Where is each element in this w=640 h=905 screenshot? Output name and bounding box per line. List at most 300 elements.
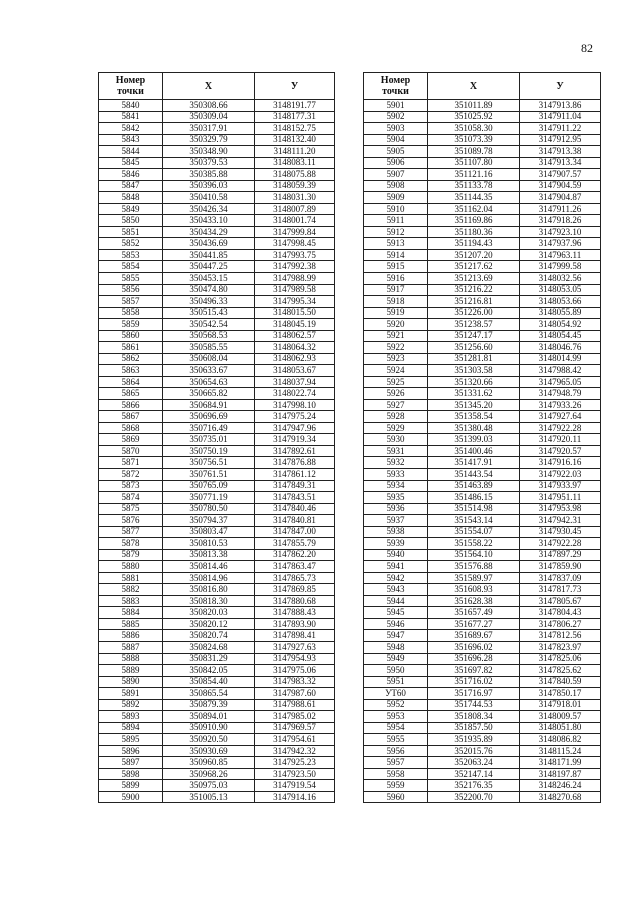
x-coordinate-cell: 351089.78 xyxy=(428,146,520,158)
point-number-cell: 5937 xyxy=(364,515,428,527)
point-number-cell: 5950 xyxy=(364,665,428,677)
y-coordinate-cell: 3147859.90 xyxy=(520,561,601,573)
point-number-cell: 5904 xyxy=(364,134,428,146)
y-coordinate-cell: 3147988.42 xyxy=(520,365,601,377)
x-coordinate-cell: 350447.25 xyxy=(163,261,255,273)
table-row xyxy=(99,734,335,746)
table-row xyxy=(364,330,601,342)
x-coordinate-cell: 351281.81 xyxy=(428,353,520,365)
point-number-cell: 5931 xyxy=(364,445,428,457)
y-coordinate-cell: 3148032.56 xyxy=(520,272,601,284)
x-coordinate-cell: 351380.48 xyxy=(428,422,520,434)
x-coordinate-cell: 350794.37 xyxy=(163,515,255,527)
x-coordinate-cell: 350854.40 xyxy=(163,676,255,688)
point-number-cell: 5902 xyxy=(364,111,428,123)
point-number-cell: 5896 xyxy=(99,745,163,757)
x-coordinate-cell: 350810.53 xyxy=(163,538,255,550)
point-number-cell: 5855 xyxy=(99,272,163,284)
y-coordinate-cell: 3148062.93 xyxy=(255,353,335,365)
y-coordinate-cell: 3148197.87 xyxy=(520,768,601,780)
point-number-cell: 5886 xyxy=(99,630,163,642)
x-coordinate-cell: 350960.85 xyxy=(163,757,255,769)
y-coordinate-cell: 3147823.97 xyxy=(520,641,601,653)
x-coordinate-cell: 350348.90 xyxy=(163,146,255,158)
table-row xyxy=(99,319,335,331)
point-number-cell: 5951 xyxy=(364,676,428,688)
table-row xyxy=(99,607,335,619)
point-number-cell: 5900 xyxy=(99,791,163,803)
y-coordinate-cell: 3147904.59 xyxy=(520,180,601,192)
point-number-cell: 5862 xyxy=(99,353,163,365)
x-coordinate-cell: 351331.62 xyxy=(428,388,520,400)
table-row xyxy=(99,653,335,665)
point-number-cell: 5870 xyxy=(99,445,163,457)
y-coordinate-cell: 3148177.31 xyxy=(255,111,335,123)
x-coordinate-cell: 350716.49 xyxy=(163,422,255,434)
y-coordinate-cell: 3147975.24 xyxy=(255,411,335,423)
y-coordinate-cell: 3148062.57 xyxy=(255,330,335,342)
header-y: У xyxy=(255,73,335,100)
point-number-cell: 5919 xyxy=(364,307,428,319)
table-row xyxy=(364,791,601,803)
table-row xyxy=(99,238,335,250)
y-coordinate-cell: 3147843.51 xyxy=(255,492,335,504)
point-number-cell: 5930 xyxy=(364,434,428,446)
point-number-cell: 5935 xyxy=(364,492,428,504)
x-coordinate-cell: 350765.09 xyxy=(163,480,255,492)
x-coordinate-cell: 351358.54 xyxy=(428,411,520,423)
x-coordinate-cell: 351716.97 xyxy=(428,688,520,700)
point-number-cell: 5958 xyxy=(364,768,428,780)
x-coordinate-cell: 350814.96 xyxy=(163,572,255,584)
y-coordinate-cell: 3148051.80 xyxy=(520,722,601,734)
x-coordinate-cell: 351514.98 xyxy=(428,503,520,515)
x-coordinate-cell: 351689.67 xyxy=(428,630,520,642)
point-number-cell: 5863 xyxy=(99,365,163,377)
point-number-cell: 5866 xyxy=(99,399,163,411)
x-coordinate-cell: 351194.43 xyxy=(428,238,520,250)
point-number-cell: 5873 xyxy=(99,480,163,492)
point-number-cell: 5920 xyxy=(364,319,428,331)
x-coordinate-cell: 351558.22 xyxy=(428,538,520,550)
table-row xyxy=(364,284,601,296)
coordinates-table-right xyxy=(363,72,601,803)
point-number-cell: 5947 xyxy=(364,630,428,642)
point-number-cell: 5960 xyxy=(364,791,428,803)
point-number-cell: 5853 xyxy=(99,249,163,261)
table-row xyxy=(99,595,335,607)
y-coordinate-cell: 3147922.28 xyxy=(520,422,601,434)
y-coordinate-cell: 3147855.79 xyxy=(255,538,335,550)
x-coordinate-cell: 351543.14 xyxy=(428,515,520,527)
point-number-cell: 5869 xyxy=(99,434,163,446)
y-coordinate-cell: 3147983.32 xyxy=(255,676,335,688)
point-number-cell: 5914 xyxy=(364,249,428,261)
x-coordinate-cell: 351256.60 xyxy=(428,342,520,354)
point-number-cell: 5857 xyxy=(99,296,163,308)
y-coordinate-cell: 3148053.66 xyxy=(520,296,601,308)
y-coordinate-cell: 3147922.03 xyxy=(520,469,601,481)
y-coordinate-cell: 3147876.88 xyxy=(255,457,335,469)
point-number-cell: 5847 xyxy=(99,180,163,192)
x-coordinate-cell: 350920.50 xyxy=(163,734,255,746)
table-row xyxy=(364,226,601,238)
x-coordinate-cell: 351589.97 xyxy=(428,572,520,584)
y-coordinate-cell: 3147812.56 xyxy=(520,630,601,642)
point-number-cell: 5875 xyxy=(99,503,163,515)
point-number-cell: 5841 xyxy=(99,111,163,123)
point-number-cell: 5871 xyxy=(99,457,163,469)
header-y: У xyxy=(520,73,601,100)
point-number-cell: 5908 xyxy=(364,180,428,192)
y-coordinate-cell: 3147927.63 xyxy=(255,641,335,653)
table-row xyxy=(99,492,335,504)
x-coordinate-cell: 350756.51 xyxy=(163,457,255,469)
x-coordinate-cell: 350814.46 xyxy=(163,561,255,573)
table-row xyxy=(99,780,335,792)
point-number-cell: 5874 xyxy=(99,492,163,504)
y-coordinate-cell: 3147919.34 xyxy=(255,434,335,446)
table-row xyxy=(364,100,601,112)
point-number-cell: 5903 xyxy=(364,123,428,135)
y-coordinate-cell: 3147922.28 xyxy=(520,538,601,550)
x-coordinate-cell: 350633.67 xyxy=(163,365,255,377)
y-coordinate-cell: 3147825.62 xyxy=(520,665,601,677)
point-number-cell: 5881 xyxy=(99,572,163,584)
table-row xyxy=(99,757,335,769)
y-coordinate-cell: 3147907.57 xyxy=(520,169,601,181)
x-coordinate-cell: 352147.14 xyxy=(428,768,520,780)
y-coordinate-cell: 3147925.23 xyxy=(255,757,335,769)
point-number-cell: 5884 xyxy=(99,607,163,619)
table-row xyxy=(99,768,335,780)
point-number-cell: 5913 xyxy=(364,238,428,250)
table-row xyxy=(364,399,601,411)
table-row xyxy=(364,146,601,158)
y-coordinate-cell: 3147817.73 xyxy=(520,584,601,596)
table-row xyxy=(364,215,601,227)
point-number-cell: 5932 xyxy=(364,457,428,469)
x-coordinate-cell: 350568.53 xyxy=(163,330,255,342)
point-number-cell: 5880 xyxy=(99,561,163,573)
table-row xyxy=(364,111,601,123)
point-number-cell: 5867 xyxy=(99,411,163,423)
x-coordinate-cell: 350803.47 xyxy=(163,526,255,538)
x-coordinate-cell: 351303.58 xyxy=(428,365,520,377)
point-number-cell: 5911 xyxy=(364,215,428,227)
x-coordinate-cell: 351716.02 xyxy=(428,676,520,688)
table-row xyxy=(364,688,601,700)
header-x: X xyxy=(163,73,255,100)
point-number-cell: 5852 xyxy=(99,238,163,250)
y-coordinate-cell: 3147863.47 xyxy=(255,561,335,573)
table-row xyxy=(364,445,601,457)
point-number-cell: 5850 xyxy=(99,215,163,227)
table-row xyxy=(99,584,335,596)
point-number-cell: 5926 xyxy=(364,388,428,400)
table-row xyxy=(99,249,335,261)
point-number-cell: 5934 xyxy=(364,480,428,492)
point-number-cell: 5957 xyxy=(364,757,428,769)
table-row xyxy=(99,330,335,342)
point-number-cell: 5858 xyxy=(99,307,163,319)
x-coordinate-cell: 351320.66 xyxy=(428,376,520,388)
table-row xyxy=(364,353,601,365)
y-coordinate-cell: 3147942.32 xyxy=(255,745,335,757)
x-coordinate-cell: 350410.58 xyxy=(163,192,255,204)
x-coordinate-cell: 350436.69 xyxy=(163,238,255,250)
x-coordinate-cell: 351345.20 xyxy=(428,399,520,411)
x-coordinate-cell: 351463.89 xyxy=(428,480,520,492)
table-row xyxy=(364,711,601,723)
x-coordinate-cell: 350824.68 xyxy=(163,641,255,653)
point-number-cell: 5883 xyxy=(99,595,163,607)
y-coordinate-cell: 3147947.96 xyxy=(255,422,335,434)
point-number-cell: 5909 xyxy=(364,192,428,204)
table-row xyxy=(99,365,335,377)
header-point-number xyxy=(99,73,163,100)
y-coordinate-cell: 3148054.92 xyxy=(520,319,601,331)
point-number-cell: 5851 xyxy=(99,226,163,238)
table-row xyxy=(364,757,601,769)
y-coordinate-cell: 3147988.99 xyxy=(255,272,335,284)
y-coordinate-cell: 3147913.86 xyxy=(520,100,601,112)
table-row xyxy=(364,780,601,792)
table-row xyxy=(364,561,601,573)
table-row xyxy=(364,249,601,261)
y-coordinate-cell: 3147850.17 xyxy=(520,688,601,700)
x-coordinate-cell: 351628.38 xyxy=(428,595,520,607)
point-number-cell: 5891 xyxy=(99,688,163,700)
header-point-line2: точки xyxy=(117,86,144,97)
y-coordinate-cell: 3147999.84 xyxy=(255,226,335,238)
table-row xyxy=(99,457,335,469)
y-coordinate-cell: 3147923.50 xyxy=(255,768,335,780)
table-row xyxy=(364,572,601,584)
y-coordinate-cell: 3147933.26 xyxy=(520,399,601,411)
point-number-cell: 5921 xyxy=(364,330,428,342)
table-row xyxy=(99,630,335,642)
table-row xyxy=(99,123,335,135)
y-coordinate-cell: 3147916.16 xyxy=(520,457,601,469)
x-coordinate-cell: 351216.22 xyxy=(428,284,520,296)
x-coordinate-cell: 352200.70 xyxy=(428,791,520,803)
table-row xyxy=(364,192,601,204)
table-row xyxy=(99,538,335,550)
x-coordinate-cell: 351213.69 xyxy=(428,272,520,284)
y-coordinate-cell: 3147865.73 xyxy=(255,572,335,584)
y-coordinate-cell: 3148064.32 xyxy=(255,342,335,354)
x-coordinate-cell: 351162.04 xyxy=(428,203,520,215)
x-coordinate-cell: 351564.10 xyxy=(428,549,520,561)
y-coordinate-cell: 3148054.45 xyxy=(520,330,601,342)
y-coordinate-cell: 3147804.43 xyxy=(520,607,601,619)
x-coordinate-cell: 350820.03 xyxy=(163,607,255,619)
table-row xyxy=(364,319,601,331)
table-row xyxy=(99,422,335,434)
table-row xyxy=(364,480,601,492)
point-number-cell: 5910 xyxy=(364,203,428,215)
x-coordinate-cell: 350441.85 xyxy=(163,249,255,261)
point-number-cell: 5860 xyxy=(99,330,163,342)
y-coordinate-cell: 3147862.20 xyxy=(255,549,335,561)
y-coordinate-cell: 3148152.75 xyxy=(255,123,335,135)
y-coordinate-cell: 3147837.09 xyxy=(520,572,601,584)
x-coordinate-cell: 351399.03 xyxy=(428,434,520,446)
table-row xyxy=(99,572,335,584)
y-coordinate-cell: 3148015.50 xyxy=(255,307,335,319)
point-number-cell: 5872 xyxy=(99,469,163,481)
y-coordinate-cell: 3147849.31 xyxy=(255,480,335,492)
y-coordinate-cell: 3147897.29 xyxy=(520,549,601,561)
x-coordinate-cell: 351697.82 xyxy=(428,665,520,677)
y-coordinate-cell: 3148053.67 xyxy=(255,365,335,377)
point-number-cell: 5901 xyxy=(364,100,428,112)
x-coordinate-cell: 350474.80 xyxy=(163,284,255,296)
x-coordinate-cell: 351121.16 xyxy=(428,169,520,181)
table-row xyxy=(364,238,601,250)
x-coordinate-cell: 351207.20 xyxy=(428,249,520,261)
y-coordinate-cell: 3147933.97 xyxy=(520,480,601,492)
table-row xyxy=(364,434,601,446)
y-coordinate-cell: 3148022.74 xyxy=(255,388,335,400)
x-coordinate-cell: 350842.05 xyxy=(163,665,255,677)
y-coordinate-cell: 3147942.31 xyxy=(520,515,601,527)
table-row xyxy=(99,296,335,308)
y-coordinate-cell: 3147987.60 xyxy=(255,688,335,700)
point-number-cell: 5856 xyxy=(99,284,163,296)
x-coordinate-cell: 350865.54 xyxy=(163,688,255,700)
table-row xyxy=(364,595,601,607)
x-coordinate-cell: 351107.80 xyxy=(428,157,520,169)
table-row xyxy=(99,503,335,515)
table-row xyxy=(99,434,335,446)
y-coordinate-cell: 3147998.45 xyxy=(255,238,335,250)
y-coordinate-cell: 3147954.93 xyxy=(255,653,335,665)
table-row xyxy=(99,272,335,284)
y-coordinate-cell: 3147975.06 xyxy=(255,665,335,677)
x-coordinate-cell: 350930.69 xyxy=(163,745,255,757)
y-coordinate-cell: 3147954.61 xyxy=(255,734,335,746)
point-number-cell: 5840 xyxy=(99,100,163,112)
x-coordinate-cell: 350665.82 xyxy=(163,388,255,400)
point-number-cell: 5952 xyxy=(364,699,428,711)
y-coordinate-cell: 3147965.05 xyxy=(520,376,601,388)
x-coordinate-cell: 351226.00 xyxy=(428,307,520,319)
y-coordinate-cell: 3148075.88 xyxy=(255,169,335,181)
x-coordinate-cell: 350820.12 xyxy=(163,618,255,630)
table-row xyxy=(364,422,601,434)
x-coordinate-cell: 350910.90 xyxy=(163,722,255,734)
x-coordinate-cell: 351744.53 xyxy=(428,699,520,711)
x-coordinate-cell: 350654.63 xyxy=(163,376,255,388)
point-number-cell: 5906 xyxy=(364,157,428,169)
y-coordinate-cell: 3148007.89 xyxy=(255,203,335,215)
y-coordinate-cell: 3147913.34 xyxy=(520,157,601,169)
point-number-cell: 5905 xyxy=(364,146,428,158)
x-coordinate-cell: 351216.81 xyxy=(428,296,520,308)
table-body-right xyxy=(364,100,601,803)
x-coordinate-cell: 350771.19 xyxy=(163,492,255,504)
table-header-row xyxy=(99,73,335,100)
table-row xyxy=(99,215,335,227)
table-row xyxy=(364,515,601,527)
table-row xyxy=(364,641,601,653)
x-coordinate-cell: 350385.88 xyxy=(163,169,255,181)
x-coordinate-cell: 351857.50 xyxy=(428,722,520,734)
point-number-cell: 5877 xyxy=(99,526,163,538)
table-row xyxy=(99,342,335,354)
header-point-line2: точки xyxy=(382,86,409,97)
point-number-cell: УТ60 xyxy=(364,688,428,700)
point-number-cell: 5933 xyxy=(364,469,428,481)
table-row xyxy=(364,307,601,319)
x-coordinate-cell: 350780.50 xyxy=(163,503,255,515)
x-coordinate-cell: 350309.04 xyxy=(163,111,255,123)
point-number-cell: 5888 xyxy=(99,653,163,665)
y-coordinate-cell: 3147911.22 xyxy=(520,123,601,135)
point-number-cell: 5941 xyxy=(364,561,428,573)
y-coordinate-cell: 3147861.12 xyxy=(255,469,335,481)
table-row xyxy=(99,699,335,711)
point-number-cell: 5940 xyxy=(364,549,428,561)
y-coordinate-cell: 3147825.06 xyxy=(520,653,601,665)
point-number-cell: 5868 xyxy=(99,422,163,434)
table-row xyxy=(364,388,601,400)
point-number-cell: 5864 xyxy=(99,376,163,388)
table-row xyxy=(99,665,335,677)
x-coordinate-cell: 350308.66 xyxy=(163,100,255,112)
table-body-left xyxy=(99,100,335,803)
point-number-cell: 5915 xyxy=(364,261,428,273)
header-x: X xyxy=(428,73,520,100)
y-coordinate-cell: 3147920.11 xyxy=(520,434,601,446)
y-coordinate-cell: 3148191.77 xyxy=(255,100,335,112)
y-coordinate-cell: 3148115.24 xyxy=(520,745,601,757)
y-coordinate-cell: 3147892.61 xyxy=(255,445,335,457)
table-row xyxy=(99,192,335,204)
y-coordinate-cell: 3147930.45 xyxy=(520,526,601,538)
table-row xyxy=(364,169,601,181)
x-coordinate-cell: 350515.43 xyxy=(163,307,255,319)
table-row xyxy=(364,734,601,746)
table-row xyxy=(364,630,601,642)
x-coordinate-cell: 352015.76 xyxy=(428,745,520,757)
table-row xyxy=(364,342,601,354)
x-coordinate-cell: 351443.54 xyxy=(428,469,520,481)
x-coordinate-cell: 350396.03 xyxy=(163,180,255,192)
y-coordinate-cell: 3147912.95 xyxy=(520,134,601,146)
y-coordinate-cell: 3147880.68 xyxy=(255,595,335,607)
y-coordinate-cell: 3147919.54 xyxy=(255,780,335,792)
point-number-cell: 5953 xyxy=(364,711,428,723)
y-coordinate-cell: 3147893.90 xyxy=(255,618,335,630)
x-coordinate-cell: 350818.30 xyxy=(163,595,255,607)
point-number-cell: 5849 xyxy=(99,203,163,215)
x-coordinate-cell: 350453.15 xyxy=(163,272,255,284)
table-row xyxy=(99,111,335,123)
point-number-cell: 5944 xyxy=(364,595,428,607)
table-row xyxy=(364,768,601,780)
point-number-cell: 5917 xyxy=(364,284,428,296)
header-point-line1: Номер xyxy=(380,75,411,86)
y-coordinate-cell: 3147999.58 xyxy=(520,261,601,273)
x-coordinate-cell: 351576.88 xyxy=(428,561,520,573)
table-row xyxy=(99,411,335,423)
table-row xyxy=(364,272,601,284)
y-coordinate-cell: 3148053.05 xyxy=(520,284,601,296)
table-row xyxy=(99,711,335,723)
